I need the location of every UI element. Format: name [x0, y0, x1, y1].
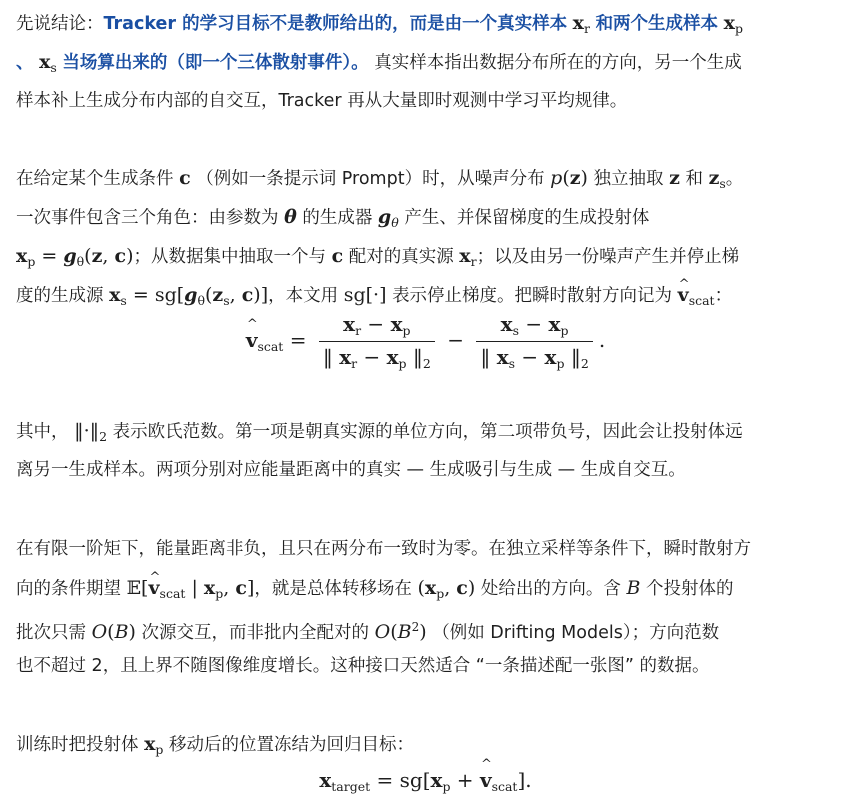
line — [16, 451, 846, 490]
body-text: 的生成器 — [302, 208, 373, 228]
math-xp: $x_p$ — [723, 12, 743, 36]
line — [16, 530, 846, 569]
line — [16, 725, 846, 764]
math-vscat: ^ $v_{scat}$ — [678, 284, 715, 306]
body-text: 度的生成源 — [16, 286, 104, 306]
math-c: c — [331, 245, 344, 267]
math-OB2: $O(B^2)$ — [374, 620, 427, 643]
body-text: 一次事件包含三个角色：由参数为 — [16, 208, 279, 228]
math-gtheta: $g_\theta$ — [377, 206, 399, 230]
math-xp-def: $x_p = g_\theta(z$, c) — [16, 245, 134, 269]
body-text: 离另一生成样本。两项分别对应能量距离中的真实 — 生成吸引与生成 — 生成自交互。 — [16, 460, 686, 480]
line — [16, 276, 846, 315]
body-text: ，本文用 — [268, 286, 339, 306]
body-text: ；从数据集中抽取一个与 — [133, 247, 326, 267]
equation-target: $x_{target} = sg[x_p$ + ^ $v_{scat}$]. — [0, 768, 851, 794]
math-xr: $x_r$ — [572, 12, 590, 36]
line — [16, 647, 846, 686]
line: 在给定某个生成条件 c （例如一条提示词 Prompt）时，从噪声分布 p(z) 独立抽取 z 和 $z_s$。 — [16, 167, 744, 191]
highlight-text: 当场算出来的（即一个三体散射事件）。 — [62, 53, 369, 73]
body-text: 处给出的方向。含 — [480, 579, 621, 599]
paragraph-norm — [16, 412, 846, 490]
body-text: 表示欧氏范数。第一项是朝真实源的单位方向，第二项带负号，因此会让投射体远 — [112, 422, 743, 442]
highlight-text: Tracker 的学习目标不是教师给出的，而是由一个真实样本 — [103, 14, 568, 34]
line — [16, 4, 846, 43]
math-pz: p(z) — [550, 167, 588, 189]
line — [16, 43, 846, 82]
lead-text: 先说结论： — [16, 14, 104, 34]
body-text: 向的条件期望 — [16, 579, 121, 599]
line — [16, 237, 846, 276]
equation-scatter-direction: ^ $v_{scat}$ = $\frac{x_r - x_p}{‖ x_r - x_p ‖_2}$ − $\frac{x_s - x_p}{‖ x_s - x_p ‖_2}$ . — [0, 312, 851, 371]
body-text: 和 — [685, 169, 703, 189]
paragraph-conclusion — [16, 4, 846, 121]
body-text: 样本补上生成分布内部的自交互，Tracker 再从大量即时观测中学习平均规律。 — [16, 91, 628, 111]
paragraph-event — [16, 159, 846, 315]
body-text: 训练时把投射体 — [16, 735, 139, 755]
body-text: 移动后的位置冻结为回归目标： — [169, 735, 414, 755]
math-xs: $x_s$ — [39, 51, 57, 75]
math-B: B — [626, 577, 641, 599]
math-z: z — [669, 167, 680, 189]
math-xr: $x_r$ — [459, 245, 477, 269]
line — [16, 569, 846, 608]
body-text: 其中， — [16, 422, 69, 442]
math-xp: $x_p$ — [144, 733, 164, 757]
line — [16, 198, 846, 237]
math-expectation: 𝔼[^ $v_{scat}$ | $x_p$, c] — [127, 577, 255, 599]
line — [16, 82, 846, 121]
body-text: 产生、并保留梯度的生成投射体 — [404, 208, 650, 228]
body-text: 独立抽取 — [593, 169, 664, 189]
math-OB: O(B) — [91, 621, 136, 643]
highlight-text: 、 — [16, 53, 34, 73]
body-text: 在给定某个生成条件 — [16, 169, 174, 189]
body-text: 表示停止梯度。把瞬时散射方向记为 — [392, 286, 673, 306]
body-text: ，就是总体转移场在 — [254, 579, 412, 599]
line — [16, 412, 846, 451]
math-sg: sg[·] — [343, 284, 387, 306]
paragraph-energy-distance — [16, 530, 846, 686]
body-text: 真实样本指出数据分布所在的方向，另一个生成 — [374, 53, 742, 73]
highlight-text: 和两个生成样本 — [595, 14, 719, 34]
body-text: ： — [714, 286, 733, 306]
body-text: （例如 Drifting Models）；方向范数 — [432, 623, 720, 643]
body-text: 在有限一阶矩下，能量距离非负，且只在两分布一致时为零。在独立采样等条件下，瞬时散射方 — [16, 539, 751, 559]
math-theta: θ — [284, 206, 297, 228]
body-text: ；以及由另一份噪声产生并停止梯 — [476, 247, 740, 267]
body-text: 次源交互，而非批内全配对的 — [141, 623, 370, 643]
math-c: c — [179, 167, 191, 189]
line — [16, 608, 846, 647]
math-norm: $‖\cdot‖_2$ — [74, 420, 108, 444]
body-text: 个投射体的 — [646, 579, 734, 599]
body-text: 也不超过 2，且上界不随图像维度增长。这种接口天然适合 “一条描述配一张图” 的数据。 — [16, 656, 710, 676]
math-zs: $z_s$ — [708, 167, 726, 191]
body-text: （例如一条提示词 Prompt）时，从噪声分布 — [196, 169, 545, 189]
math-pair: ($x_p$, c) — [417, 577, 476, 601]
fraction-generated: $\frac{x_s - x_p}{‖ x_s - x_p ‖_2}$ — [476, 312, 592, 371]
fraction-real: $\frac{x_r - x_p}{‖ x_r - x_p ‖_2}$ — [319, 312, 435, 371]
body-text: 配对的真实源 — [348, 247, 454, 267]
paragraph-training — [16, 725, 846, 764]
math-xs-def: $x_s = sg[g_\theta(z_s$, c)] — [109, 284, 269, 308]
body-text: 批次只需 — [16, 623, 86, 643]
